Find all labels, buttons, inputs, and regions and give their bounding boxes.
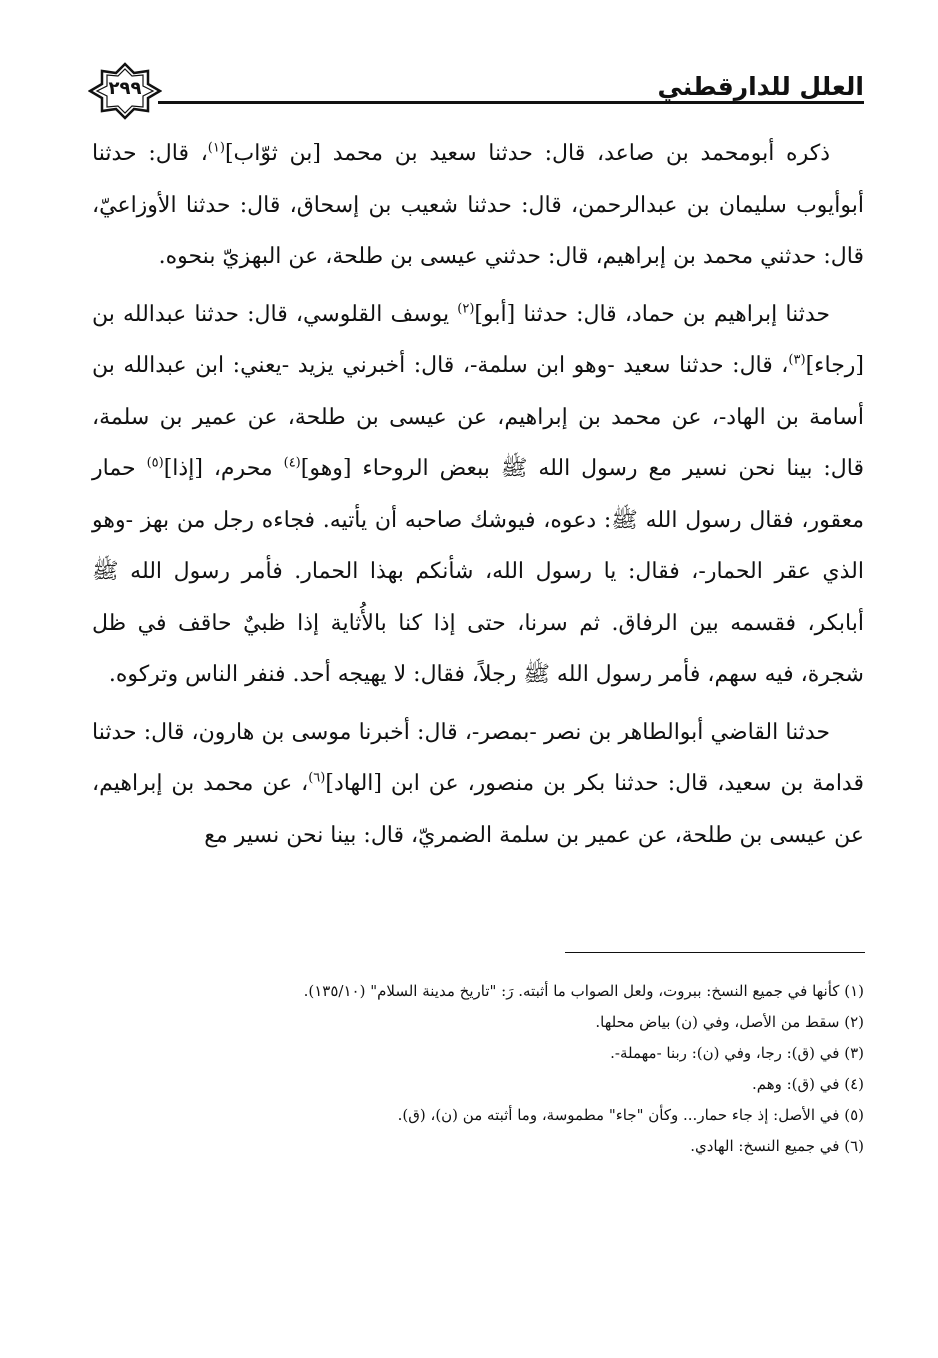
text-run: حمار معقور، فقال رسول الله ﷺ: دعوه، فيوشك صاحبه أن يأتيه. فجاءه رجل من بهز -وهو الذي عقر الحمار-، فقال: يا رسول الله، شأنكم بهذا الحمار. فأمر رسول الله ﷺ أبابكر، فقسمه بين الرفاق. ثم سرنا، حتى إذا كنا بالأُثاية إذا ظبيٌ حاقف في ظل شجرة، فيه سهم، فأمر رسول الله ﷺ رجلاً، فقال: لا يهيجه أحد. فنفر الناس وتركوه. [92, 456, 864, 687]
page-number-badge [88, 62, 162, 120]
text-run: محرم، [إذا] [163, 456, 284, 481]
text-run: حدثنا إبراهيم بن حماد، قال: حدثنا [أبو] [474, 301, 830, 327]
footnote: (٦) في جميع النسخ: الهادي. [690, 1137, 864, 1155]
text-run: حدثنا القاضي أبوالطاهر بن نصر -بمصر-، قال: أخبرنا موسى بن هارون، قال: حدثنا قدامة بن سعيد، قال: حدثنا بكر بن منصور، عن ابن [الهاد] [92, 719, 864, 796]
footnote: (١) كأنها في جميع النسخ: ببروت، ولعل الصواب ما أثبته. رَ: "تاريخ مدينة السلام" (١٣٥/١٠). [303, 982, 864, 1000]
footnote-marker: (٢) [457, 301, 475, 317]
book-title: العلل للدارقطني [657, 72, 864, 101]
text-run: ذكره أبومحمد بن صاعد، قال: حدثنا سعيد بن محمد [بن ثوّاب] [224, 141, 830, 166]
text-run: يوسف القلوسي، قال: حدثنا عبدالله بن [رجاء] [92, 301, 864, 378]
footnote-marker: (٦) [308, 770, 326, 786]
running-header [88, 62, 864, 118]
text-run: ، عن محمد بن إبراهيم، عن عيسى بن طلحة، عن عمير بن سلمة الضمريّ، قال: بينا نحن نسير مع [92, 771, 864, 848]
text-run: ، قال: حدثنا سعيد -وهو ابن سلمة-، قال: أخبرني يزيد -يعني: ابن عبدالله بن أسامة بن الهاد-، عن محمد بن إبراهيم، عن عيسى بن طلحة، عن عمير بن سلمة، قال: بينا نحن نسير مع رسول الله ﷺ ببعض الروحاء [وهو] [92, 353, 864, 481]
header-rule [158, 101, 864, 104]
footnote: (٤) في (ق): وهم. [751, 1075, 864, 1093]
paragraph [92, 128, 864, 283]
footnote-marker: (٥) [146, 455, 164, 471]
footnotes [92, 976, 864, 1162]
paragraph [92, 289, 864, 701]
paragraph [92, 707, 864, 862]
footnote-marker: (١) [207, 140, 225, 156]
footnote-separator [565, 952, 865, 953]
footnote: (٢) سقط من الأصل، وفي (ن) بياض محلها. [595, 1013, 864, 1031]
main-text [92, 128, 864, 861]
footnote-marker: (٤) [283, 455, 301, 471]
footnote: (٥) في الأصل: إذ جاء حمار... وكأن "جاء" مطموسة، وما أثبته من (ن)، (ق). [397, 1106, 864, 1124]
page-number: ٢٩٩ [108, 78, 142, 99]
footnote: (٣) في (ق): رجا، وفي (ن): ربنا -مهملة-. [610, 1044, 864, 1062]
text-run: ، قال: حدثنا أبوأيوب سليمان بن عبدالرحمن، قال: حدثنا شعيب بن إسحاق، قال: حدثنا الأوزاعيّ، قال: حدثني محمد بن إبراهيم، قال: حدثني عيسى بن طلحة، عن البهزيّ بنحوه. [92, 141, 864, 269]
footnote-marker: (٣) [788, 352, 806, 368]
